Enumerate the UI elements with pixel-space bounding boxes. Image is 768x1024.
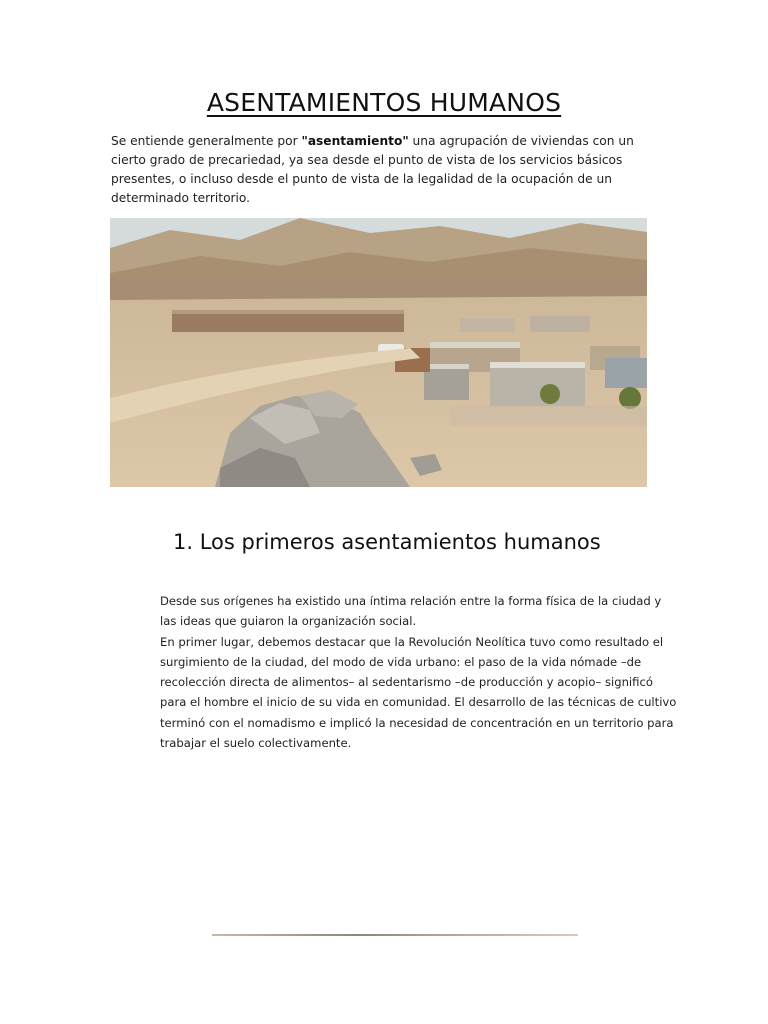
section-body — [160, 591, 680, 753]
section-heading: 1. Los primeros asentamientos humanos — [173, 530, 601, 554]
intro-prefix: Se entiende generalmente por — [111, 134, 302, 148]
page-title: ASENTAMIENTOS HUMANOS — [206, 88, 562, 117]
intro-suffix: una agrupación de viviendas con un cierto grado de precariedad, ya sea desde el punto de vista de los servicios básicos presentes, o incluso desde el punto de vista de la legalidad de la ocupación de un determinado territorio. — [111, 134, 634, 205]
body-paragraph: Desde sus orígenes ha existido una íntima relación entre la forma física de la ciudad y las ideas que guiaron la organización social. — [160, 594, 662, 629]
intro-paragraph — [111, 132, 651, 208]
body-paragraph: En primer lugar, debemos destacar que la Revolución Neolítica tuvo como resultado el surgimiento de la ciudad, del modo de vida urbano: el paso de la vida nómade –de recolección directa de alimentos– al sedentarismo –de producción y acopio– significó para el hombre el inicio de su vida en comunidad. El desarrollo de las técnicas de cultivo terminó con el nomadismo e implicó la necesidad de concentración en un territorio para trabajar el suelo colectivamente. — [160, 634, 677, 751]
bottom-divider — [212, 934, 578, 936]
settlement-photo — [110, 218, 647, 487]
intro-term: "asentamiento" — [301, 134, 409, 148]
